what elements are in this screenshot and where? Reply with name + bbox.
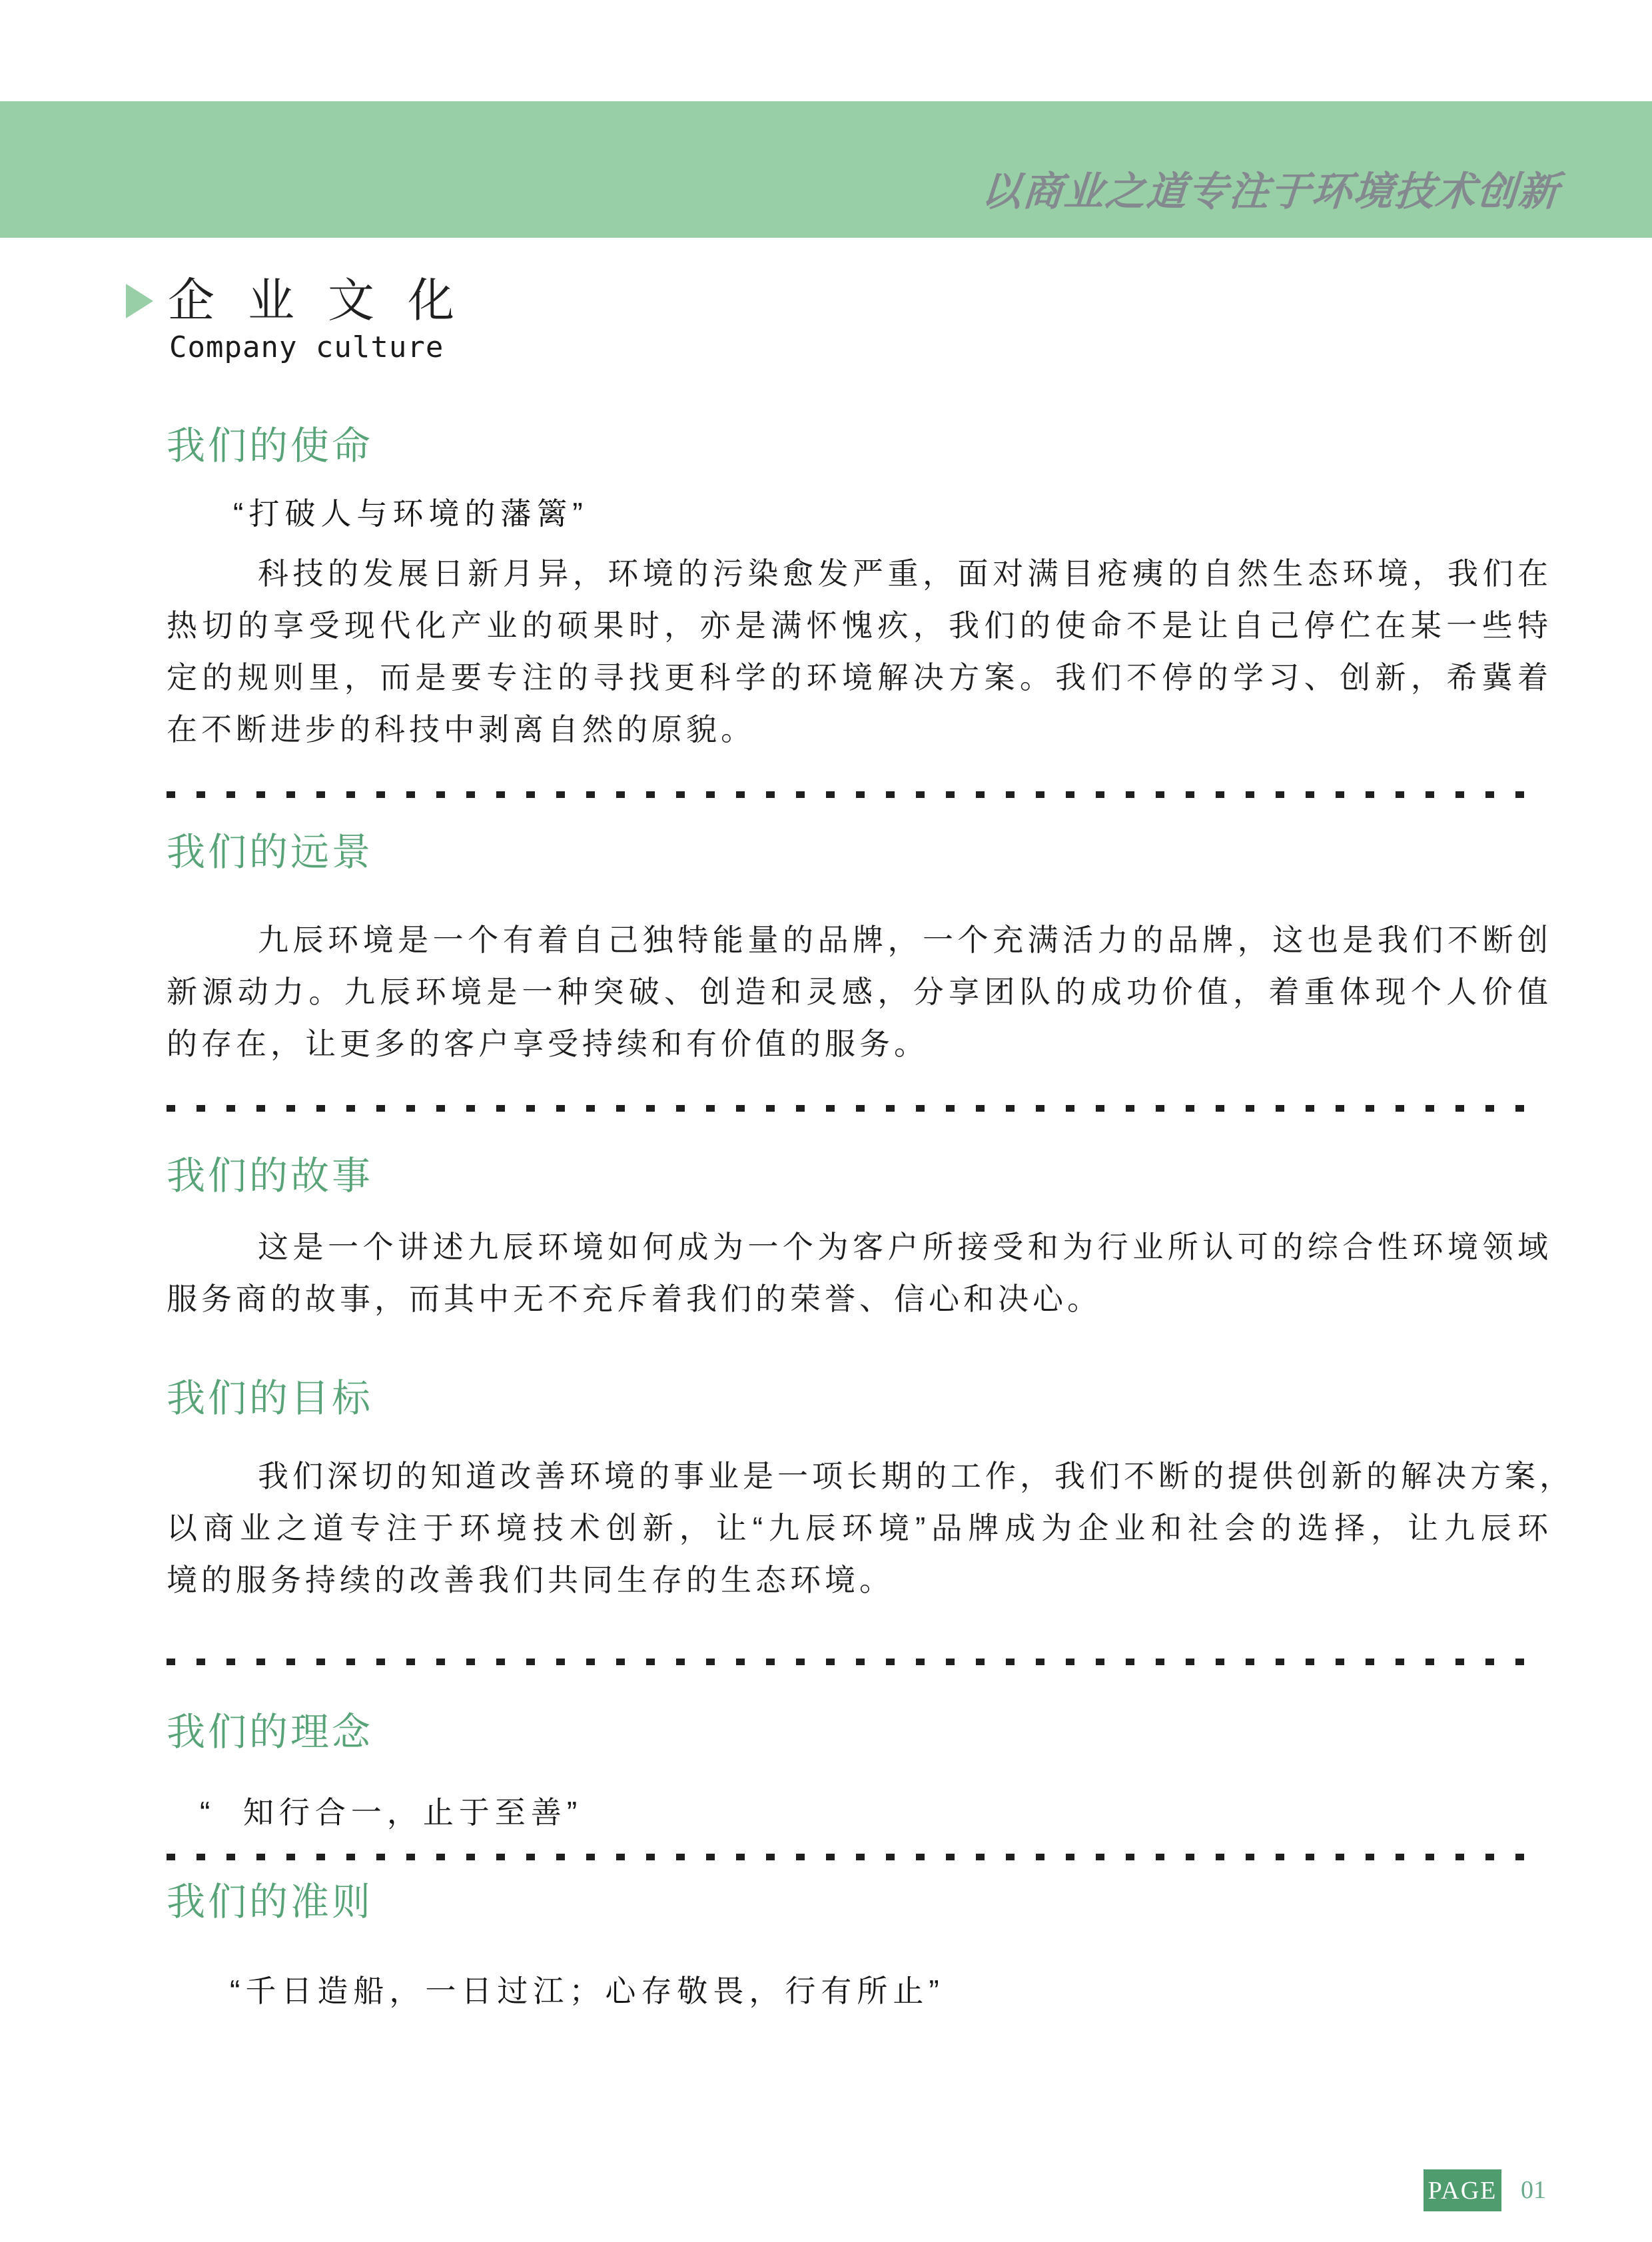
- text-line: 服务商的故事，而其中无不充斥着我们的荣誉、信心和决心。: [167, 1282, 1102, 1316]
- dashed-divider: [167, 1105, 1545, 1112]
- goal-paragraph: [167, 1450, 1574, 1606]
- section-heading-philosophy: 我们的理念: [167, 1710, 374, 1754]
- text-line: 九辰环境是一个有着自己独特能量的品牌，一个充满活力的品牌，这也是我们不断创: [258, 923, 1552, 957]
- section-heading-story: 我们的故事: [167, 1154, 374, 1198]
- text-line: 科技的发展日新月异，环境的污染愈发严重，面对满目疮痍的自然生态环境，我们在: [258, 556, 1552, 591]
- vision-paragraph: [167, 914, 1552, 1070]
- mission-paragraph: [167, 548, 1552, 755]
- page-title: 企业文化: [168, 274, 488, 326]
- text-line: 新源动力。九辰环境是一种突破、创造和灵感，分享团队的成功价值，着重体现个人价值: [167, 974, 1552, 1009]
- section-heading-mission: 我们的使命: [167, 424, 374, 468]
- philosophy-quote: “ 知行合一，止于至善”: [200, 1795, 583, 1830]
- text-line: 境的服务持续的改善我们共同生存的生态环境。: [167, 1563, 894, 1597]
- story-paragraph: [167, 1221, 1552, 1325]
- dashed-divider: [167, 1854, 1545, 1860]
- text-line: 以商业之道专注于环境技术创新，让“九辰环境”品牌成为企业和社会的选择，让九辰环: [167, 1511, 1552, 1545]
- text-line: 在不断进步的科技中剥离自然的原貌。: [167, 712, 755, 747]
- text-line: 热切的享受现代化产业的硕果时，亦是满怀愧疚，我们的使命不是让自己停伫在某一些特: [167, 608, 1552, 643]
- text-line: 定的规则里，而是要专注的寻找更科学的环境解决方案。我们不停的学习、创新，希冀着: [167, 660, 1552, 695]
- header-band: [0, 101, 1652, 238]
- triangle-bullet-icon: [126, 284, 153, 318]
- principles-quote: “千日造船，一日过江；心存敬畏，行有所止”: [230, 1974, 945, 2008]
- mission-quote: “打破人与环境的藩篱”: [233, 496, 588, 531]
- section-heading-goal: 我们的目标: [167, 1377, 374, 1420]
- text-line: 这是一个讲述九辰环境如何成为一个为客户所接受和为行业所认可的综合性环境领域: [258, 1230, 1552, 1264]
- dashed-divider: [167, 1659, 1545, 1665]
- dashed-divider: [167, 791, 1545, 798]
- section-heading-principles: 我们的准则: [167, 1880, 374, 1924]
- header-slogan: 以商业之道专注于环境技术创新: [979, 169, 1561, 214]
- footer-page-box: [1424, 2169, 1501, 2211]
- text-line: 的存在，让更多的客户享受持续和有价值的服务。: [167, 1026, 929, 1061]
- page-subtitle: Company culture: [169, 330, 444, 364]
- footer-page-label: PAGE: [1428, 2176, 1497, 2205]
- footer-page-number: 01: [1521, 2176, 1546, 2204]
- section-heading-vision: 我们的远景: [167, 831, 374, 874]
- text-line: 我们深切的知道改善环境的事业是一项长期的工作，我们不断的提供创新的解决方案，: [258, 1459, 1574, 1493]
